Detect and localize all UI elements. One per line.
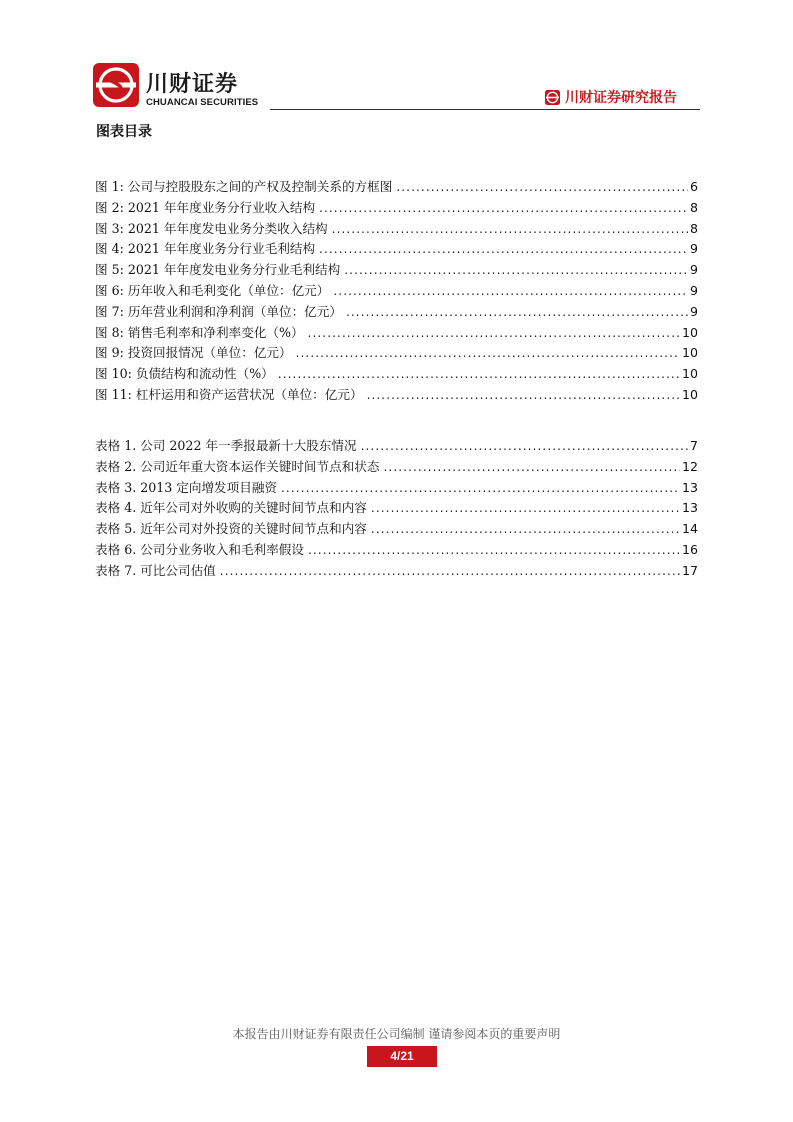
research-report-tag <box>545 87 677 107</box>
toc-entry-label: 表格 3. 2013 定向增发项目融资 <box>95 479 278 495</box>
toc-entry-label: 图 2: 2021 年年度业务分行业收入结构 <box>95 199 316 215</box>
toc-entry-label: 图 3: 2021 年年度发电业务分类收入结构 <box>95 220 328 236</box>
toc-entry-label: 图 8: 销售毛利率和净利率变化（%） <box>95 324 304 340</box>
toc-entry-figure-8[interactable] <box>95 323 698 344</box>
toc-entry-page: 8 <box>689 199 698 215</box>
toc-leader-dots <box>333 281 688 302</box>
toc-entry-page: 10 <box>681 324 698 340</box>
toc-entry-label: 图 4: 2021 年年度业务分行业毛利结构 <box>95 241 316 257</box>
toc-entry-label: 表格 5. 近年公司对外投资的关键时间节点和内容 <box>95 521 367 537</box>
toc-title: 图表目录 <box>96 124 152 140</box>
toc-leader-dots <box>332 219 688 240</box>
toc-entry-figure-3[interactable] <box>95 219 698 240</box>
toc-entry-figure-10[interactable] <box>95 364 698 385</box>
toc-leader-dots <box>220 561 680 582</box>
toc-leader-dots <box>371 498 680 519</box>
toc-entry-page: 8 <box>689 220 698 236</box>
table-list <box>95 436 698 582</box>
toc-entry-table-4[interactable] <box>95 498 698 519</box>
toc-leader-dots <box>319 239 688 260</box>
toc-entry-label: 表格 1. 公司 2022 年一季报最新十大股东情况 <box>95 438 357 453</box>
research-report-label: 川财证券研究报告 <box>565 90 677 106</box>
toc-leader-dots <box>296 343 680 364</box>
chuancai-logo-icon <box>93 63 139 107</box>
toc-entry-label: 图 6: 历年收入和毛利变化（单位：亿元） <box>95 282 330 298</box>
toc-entry-label: 图 10: 负债结构和流动性（%） <box>95 366 274 382</box>
figure-list <box>95 177 698 406</box>
toc-leader-dots <box>308 323 680 344</box>
toc-leader-dots <box>344 260 688 281</box>
toc-entry-label: 表格 2. 公司近年重大资本运作关键时间节点和状态 <box>95 458 380 474</box>
toc-entry-page: 6 <box>689 179 698 194</box>
toc-entry-label: 图 9: 投资回报情况（单位：亿元） <box>95 345 292 361</box>
toc-entry-page: 13 <box>681 500 698 516</box>
toc-entry-table-3[interactable] <box>95 478 698 499</box>
toc-entry-page: 17 <box>681 562 698 578</box>
footer-disclaimer: 本报告由川财证券有限责任公司编制 谨请参阅本页的重要声明 <box>232 1027 561 1041</box>
toc-entry-page: 9 <box>689 262 698 278</box>
toc-leader-dots <box>367 385 680 406</box>
toc-entry-page: 9 <box>689 282 698 298</box>
toc-entry-page: 7 <box>689 438 698 453</box>
toc-entry-label: 表格 4. 近年公司对外收购的关键时间节点和内容 <box>95 500 367 516</box>
toc-entry-table-2[interactable] <box>95 457 698 478</box>
toc-leader-dots <box>384 457 680 478</box>
toc-leader-dots <box>281 478 680 499</box>
toc-leader-dots <box>361 436 688 457</box>
toc-entry-figure-9[interactable] <box>95 343 698 364</box>
toc-entry-page: 13 <box>681 479 698 495</box>
toc-entry-figure-11[interactable] <box>95 385 698 406</box>
toc-leader-dots <box>346 302 688 323</box>
toc-entry-page: 10 <box>681 386 698 402</box>
toc-leader-dots <box>319 198 688 219</box>
toc-entry-figure-4[interactable] <box>95 239 698 260</box>
toc-entry-table-1[interactable] <box>95 436 698 457</box>
chuancai-small-logo-icon <box>545 90 560 105</box>
toc-entry-page: 9 <box>689 241 698 257</box>
toc-leader-dots <box>371 519 680 540</box>
toc-entry-figure-1[interactable] <box>95 177 698 198</box>
header-divider <box>270 109 700 110</box>
toc-entry-label: 图 7: 历年营业利润和净利润（单位：亿元） <box>95 303 342 319</box>
toc-entry-table-5[interactable] <box>95 519 698 540</box>
toc-entry-label: 表格 7. 可比公司估值 <box>95 562 216 578</box>
toc-entry-label: 图 5: 2021 年年度发电业务分行业毛利结构 <box>95 262 341 278</box>
toc-entry-page: 14 <box>681 521 698 537</box>
toc-entry-page: 10 <box>681 345 698 361</box>
toc-entry-page: 9 <box>689 303 698 319</box>
toc-entry-page: 16 <box>681 541 698 557</box>
toc-leader-dots <box>278 364 680 385</box>
toc-leader-dots <box>308 540 680 561</box>
toc-entry-figure-6[interactable] <box>95 281 698 302</box>
toc-entry-figure-7[interactable] <box>95 302 698 323</box>
brand-name-en: CHUANCAI SECURITIES <box>146 97 259 108</box>
toc-entry-table-6[interactable] <box>95 540 698 561</box>
brand-name-cn: 川财证券 <box>146 72 239 97</box>
toc-entry-table-7[interactable] <box>95 561 698 582</box>
toc-entry-figure-2[interactable] <box>95 198 698 219</box>
page-number-badge: 4/21 <box>367 1046 437 1067</box>
toc-entry-page: 10 <box>681 366 698 382</box>
toc-entry-label: 图 1: 公司与控股股东之间的产权及控制关系的方框图 <box>95 179 393 194</box>
toc-entry-label: 图 11: 杠杆运用和资产运营状况（单位：亿元） <box>95 386 363 402</box>
toc-leader-dots <box>396 177 688 198</box>
toc-entry-figure-5[interactable] <box>95 260 698 281</box>
page-header <box>0 0 793 120</box>
toc-entry-page: 12 <box>681 458 698 474</box>
toc-entry-label: 表格 6. 公司分业务收入和毛利率假设 <box>95 541 304 557</box>
